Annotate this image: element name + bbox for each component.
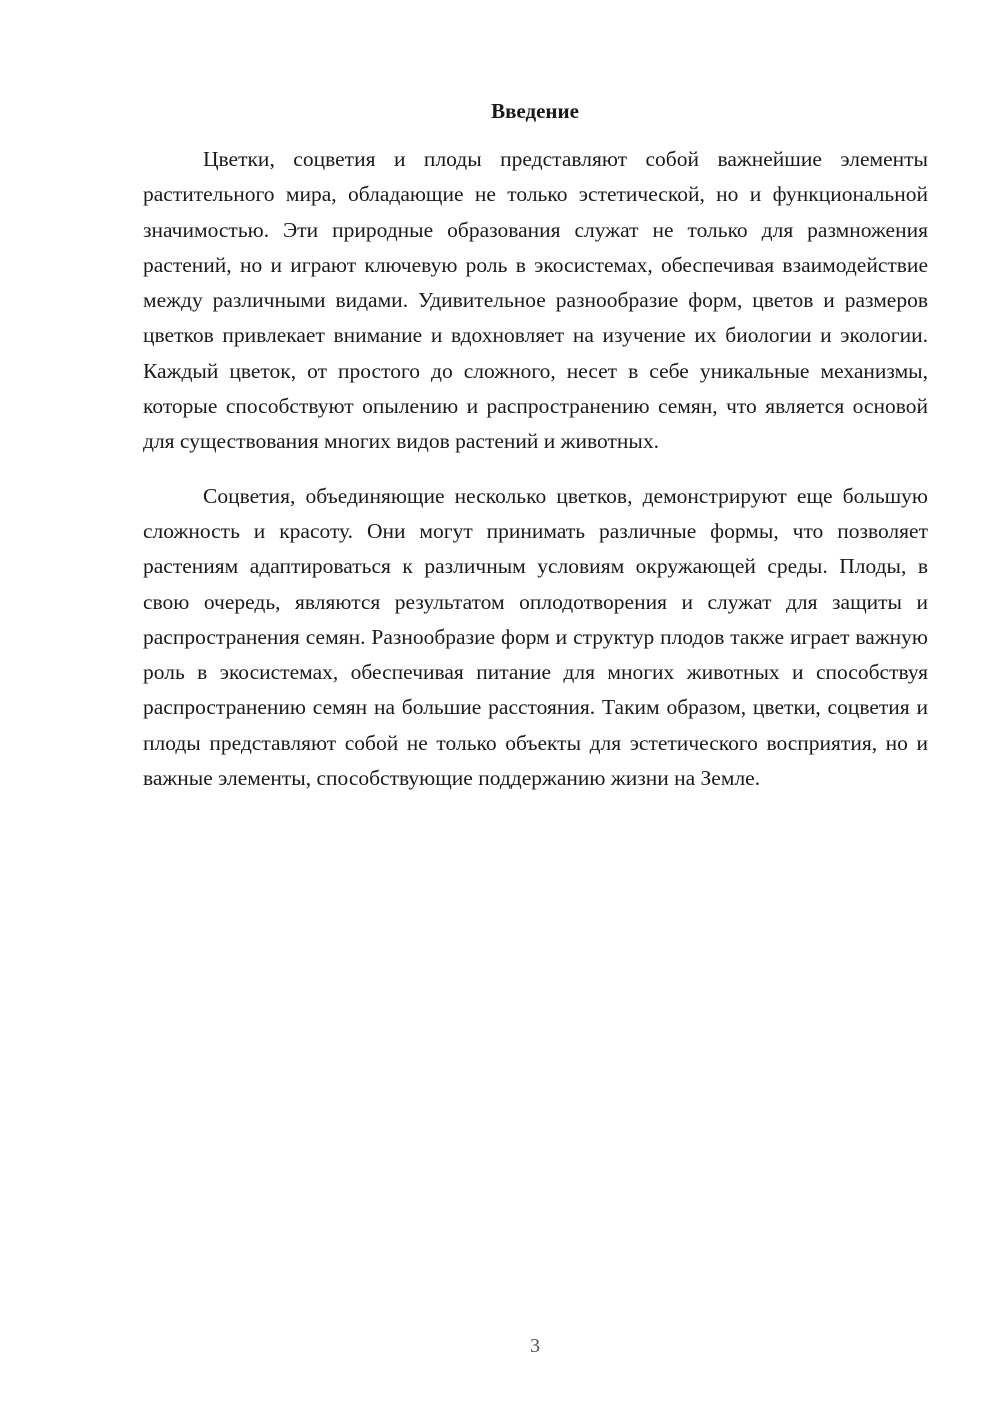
paragraph-1: Цветки, соцветия и плоды представляют собой важнейшие элементы растительного мира, обладающие не только эстетической, но и функциональной значимостью. Эти природные образования служат не только для размножения растений, но и играют ключевую роль в экосистемах, обеспечивая взаимодействие между различными видами. Удивительное разнообразие форм, цветов и размеров цветков привлекает внимание и вдохновляет на изучение их биологии и экологии. Каждый цветок, от простого до сложного, несет в себе уникальные механизмы, которые способствуют опылению и распространению семян, что является основой для существования многих видов растений и животных. (143, 147, 928, 454)
paragraph-2: Соцветия, объединяющие несколько цветков, демонстрируют еще большую сложность и красоту. Они могут принимать различные формы, что позволяет растениям адаптироваться к различным условиям окружающей среды. Плоды, в свою очередь, являются результатом оплодотворения и служат для защиты и распространения семян. Разнообразие форм и структур плодов также играет важную роль в экосистемах, обеспечивая питание для многих животных и способствуя распространению семян на большие расстояния. Таким образом, цветки, соцветия и плоды представляют собой не только объекты для эстетического восприятия, но и важные элементы, способствующие поддержанию жизни на Земле. (143, 483, 928, 791)
page-number: 3 (530, 1335, 540, 1357)
section-title: Введение (491, 99, 579, 123)
body-text (143, 142, 928, 796)
